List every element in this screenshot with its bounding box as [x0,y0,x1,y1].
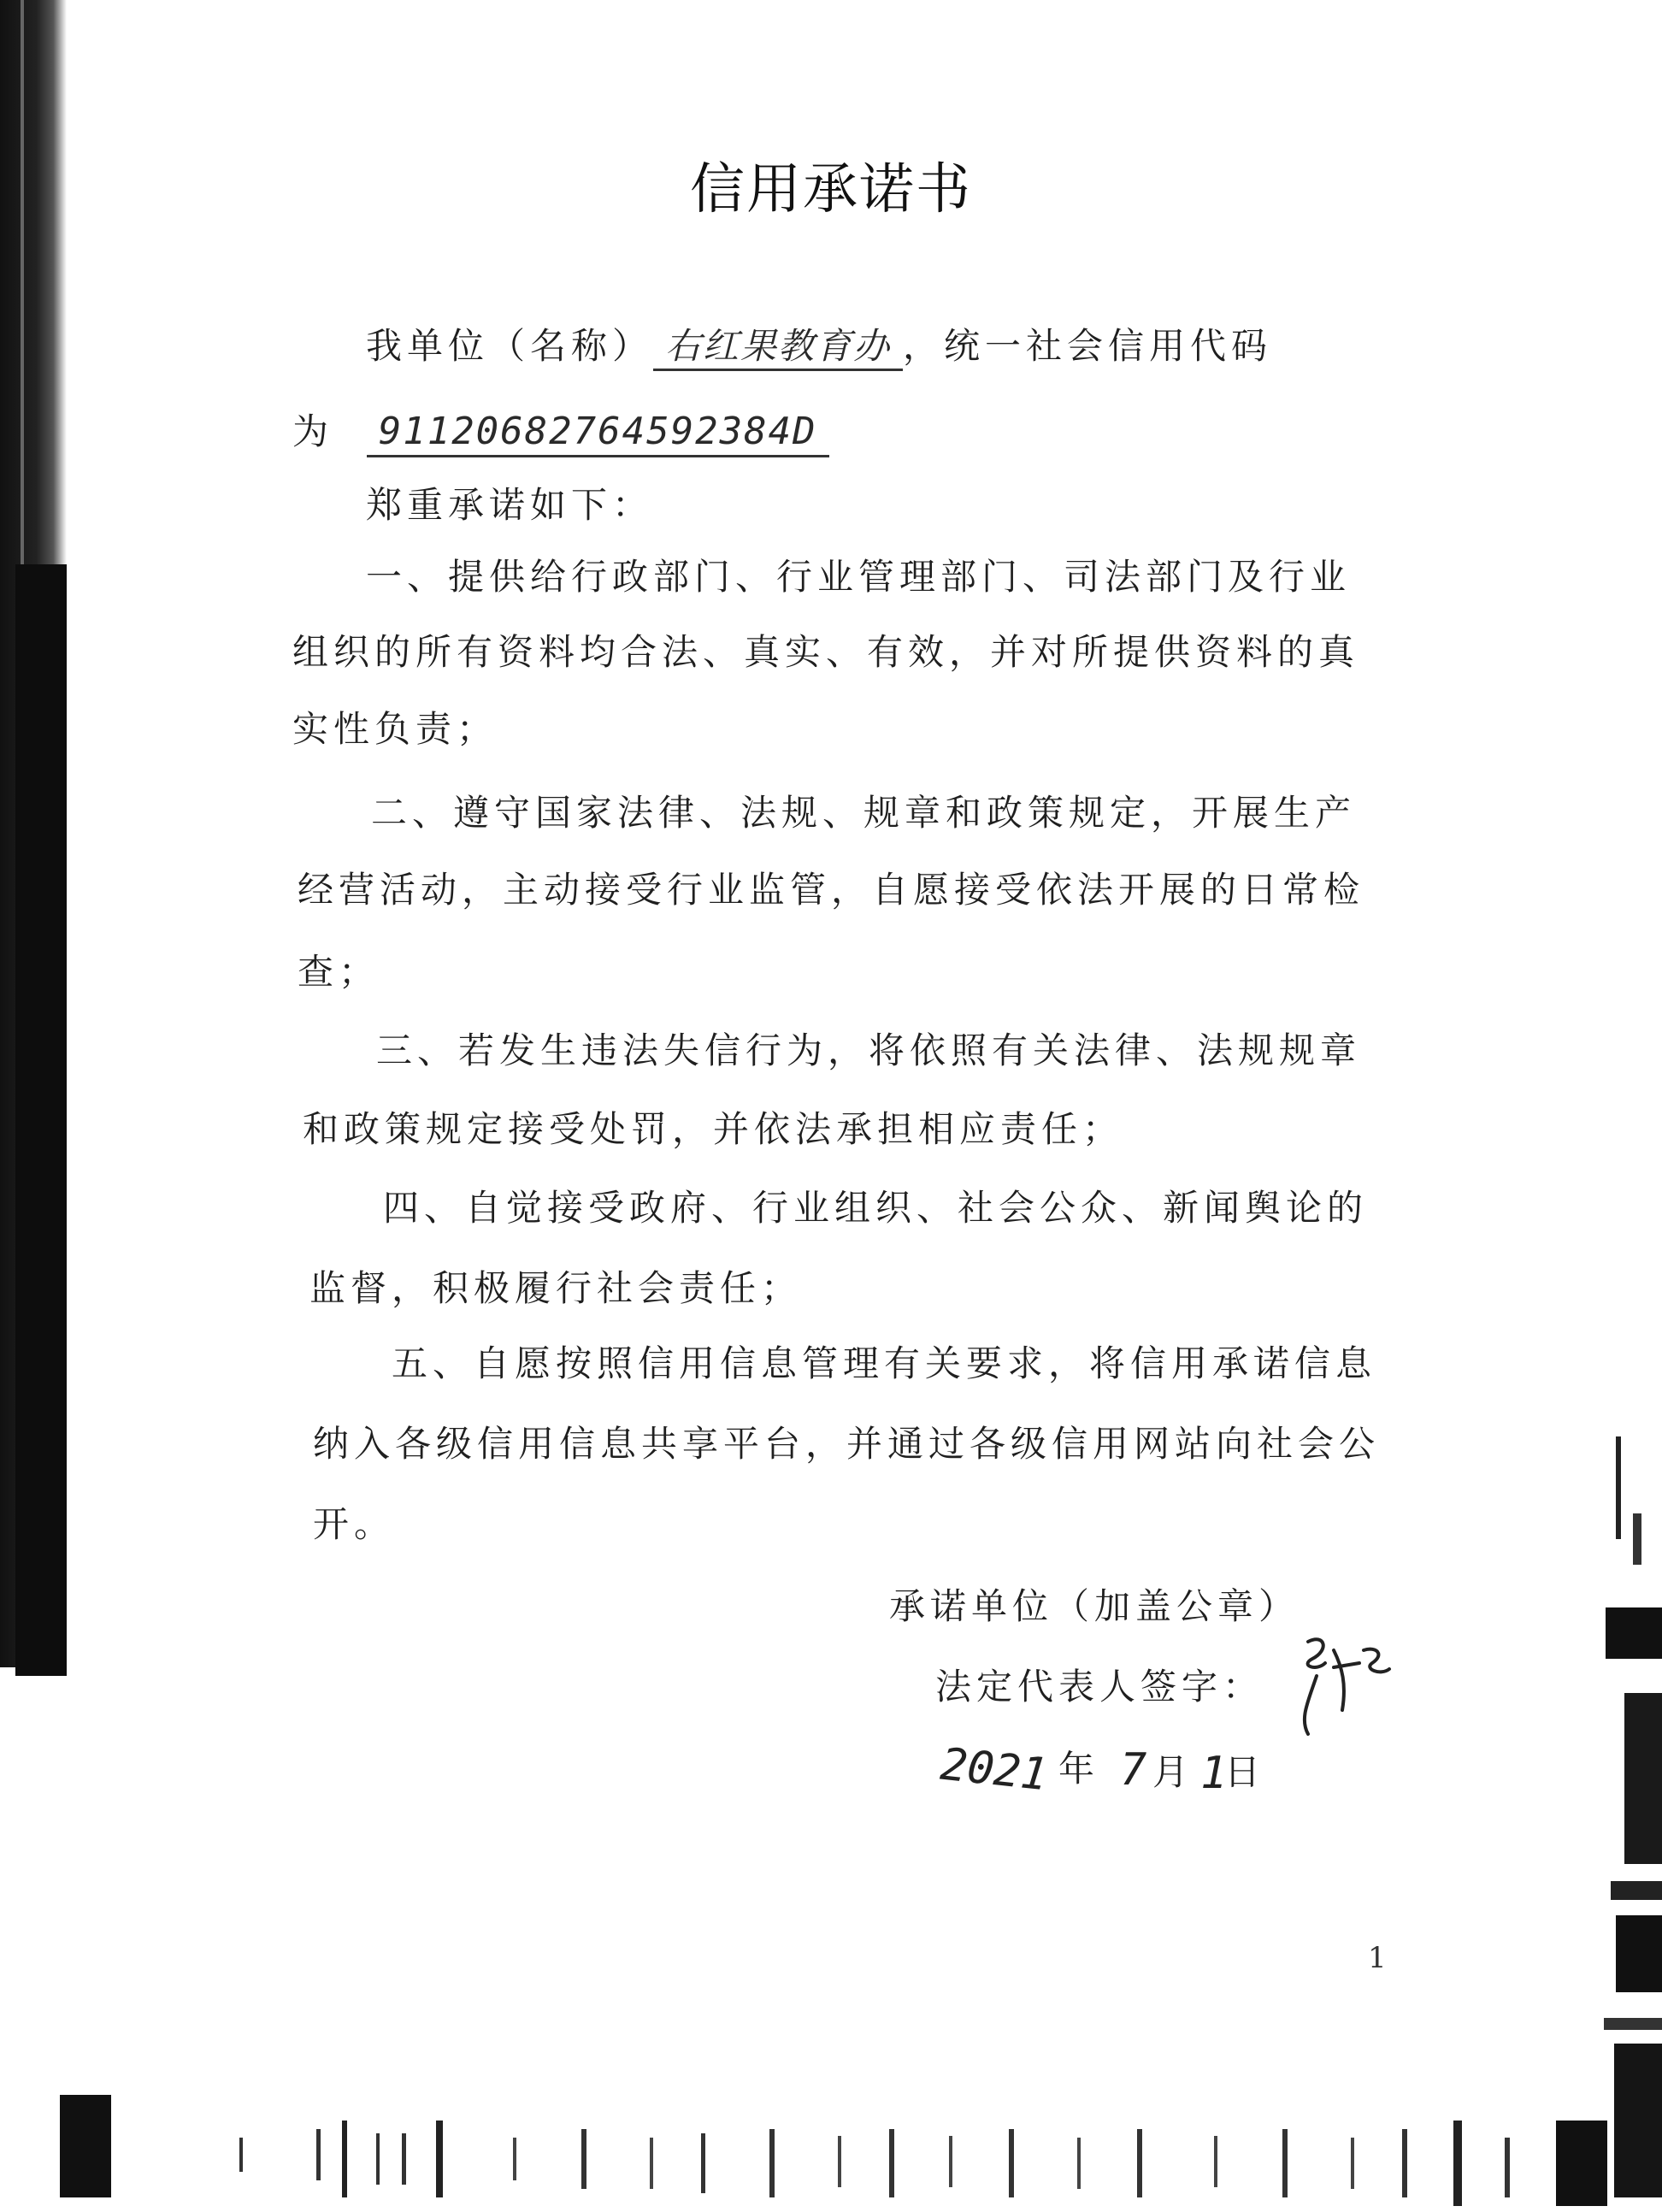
page-number: 1 [1368,1941,1387,1975]
clause-4-line-1: 四、自觉接受政府、行业组织、社会公众、新闻舆论的 [383,1187,1369,1229]
clause-2-line-3: 查； [298,951,380,993]
clause-2-line-2: 经营活动，主动接受行业监管，自愿接受依法开展的日常检 [298,869,1365,911]
clause-1-line-3: 实性负责； [292,708,498,750]
clause-3-line-1: 三、若发生违法失信行为，将依照有关法律、法规规章 [376,1029,1362,1071]
intro-line-1 [366,318,1272,369]
clause-1-line-1: 一、提供给行政部门、行业管理部门、司法部门及行业 [366,556,1352,598]
clause-5-line-2: 纳入各级信用信息共享平台，并通过各级信用网站向社会公 [313,1423,1381,1465]
clause-2-line-1: 二、遵守国家法律、法规、规章和政策规定，开展生产 [371,792,1357,834]
intro-closing: 郑重承诺如下： [366,484,654,526]
legal-rep-label: 法定代表人签字： [935,1666,1264,1708]
intro-line-2 [292,404,829,455]
date-month-char: 月 [1152,1751,1194,1793]
scan-edge-shadow-left-dark [15,564,67,1676]
clause-5-line-3: 开。 [313,1503,396,1545]
intro-suffix: ，统一社会信用代码 [903,325,1273,367]
credit-code-handwritten: 91120682764592384D [367,410,829,457]
clause-5-line-1: 五、自愿按照信用信息管理有关要求，将信用承诺信息 [392,1342,1377,1384]
company-name-handwritten: 右红果教育办 [653,325,903,371]
intro-prefix: 我单位（名称） [366,325,654,367]
document-title: 信用承诺书 [690,158,972,221]
date-day-handwritten: 1 [1200,1748,1228,1799]
date-day-char: 日 [1224,1751,1266,1793]
code-prefix: 为 [292,410,334,452]
commitment-unit-label: 承诺单位（加盖公章） [889,1585,1300,1627]
scan-edge-noise-bottom [0,2086,1662,2212]
clause-4-line-2: 监督，积极履行社会责任； [309,1267,803,1309]
date-month-handwritten: 7 [1120,1744,1147,1796]
clause-3-line-2: 和政策规定接受处罚，并依法承担相应责任； [303,1108,1124,1150]
legal-rep-signature [1282,1625,1411,1744]
clause-1-line-2: 组织的所有资料均合法、真实、有效，并对所提供资料的真 [292,631,1360,673]
date-year-char: 年 [1058,1748,1100,1790]
date-year-handwritten: 2021 [938,1738,1051,1802]
scan-edge-line [21,0,24,564]
